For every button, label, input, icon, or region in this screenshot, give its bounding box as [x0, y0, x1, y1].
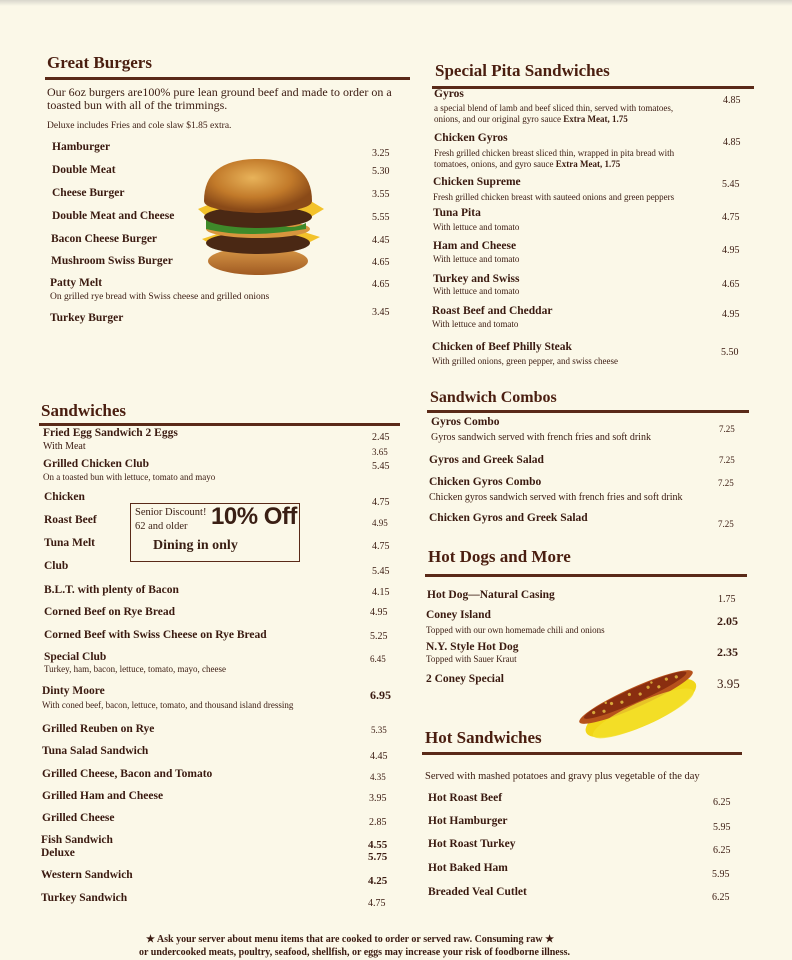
menu-item-desc: With lettuce and tomato — [433, 286, 520, 296]
menu-item-desc: With lettuce and tomato — [433, 222, 520, 232]
menu-item-name: Gyros and Greek Salad — [429, 454, 544, 466]
menu-item-price: 4.75 — [368, 898, 386, 909]
menu-item-name: Gyros — [434, 88, 464, 100]
menu-item-price: 4.15 — [372, 587, 390, 598]
sandwiches-rule — [39, 423, 400, 426]
menu-item-name: Chicken Gyros and Greek Salad — [429, 512, 588, 524]
menu-item-name: Cheese Burger — [52, 187, 125, 199]
menu-item-price: 3.25 — [372, 148, 390, 159]
menu-item-price: 4.25 — [368, 875, 388, 887]
menu-item-desc: Topped with our own homemade chili and onions — [426, 625, 605, 635]
menu-item-price: 5.45 — [722, 179, 740, 190]
burgers-intro-2: toasted bun with all of the trimmings. — [47, 98, 228, 112]
menu-item-price: 5.35 — [371, 725, 387, 735]
burgers-intro-1: Our 6oz burgers are100% pure lean ground beef and made to order on a — [47, 85, 392, 99]
menu-item-desc-text: onions, and our original gyro sauce — [434, 114, 564, 124]
pita-rule — [432, 86, 754, 89]
menu-item-price: 5.45 — [372, 461, 390, 472]
menu-item-name: Chicken — [44, 491, 85, 503]
menu-item-price: 6.25 — [712, 892, 730, 903]
menu-item-price: 5.55 — [372, 212, 390, 223]
menu-item-name: Coney Island — [426, 609, 491, 621]
menu-item-name: Turkey Burger — [50, 312, 124, 324]
menu-item-name: Hot Hamburger — [428, 815, 508, 827]
menu-item-price: 4.95 — [370, 607, 388, 618]
menu-item-desc: With lettuce and tomato — [432, 319, 519, 329]
menu-item-name: Turkey Sandwich — [41, 892, 128, 904]
menu-item-name: Deluxe — [41, 847, 75, 859]
menu-item-name: Grilled Cheese, Bacon and Tomato — [42, 768, 213, 780]
burgers-title: Great Burgers — [47, 53, 152, 72]
burgers-rule — [45, 77, 410, 80]
menu-item-desc-text: tomatoes, onions, and gyro sauce — [434, 159, 556, 169]
senior-discount-label: Senior Discount! — [135, 507, 207, 518]
menu-item-name: Roast Beef and Cheddar — [432, 305, 553, 317]
menu-item-name: Double Meat and Cheese — [52, 210, 175, 222]
menu-item-desc: With lettuce and tomato — [433, 254, 520, 264]
menu-item-price: 5.50 — [721, 347, 739, 358]
menu-item-price: 2.45 — [372, 432, 390, 443]
menu-item-price: 3.95 — [369, 793, 387, 804]
senior-discount-box — [130, 503, 300, 562]
menu-item-price: 7.25 — [718, 519, 734, 529]
menu-item-desc: With coned beef, bacon, lettuce, tomato, and thousand island dressing — [42, 700, 294, 710]
extra-meat-note: Extra Meat, 1.75 — [563, 114, 628, 124]
menu-item-price: 7.25 — [718, 478, 734, 488]
menu-item-name: Fried Egg Sandwich 2 Eggs — [43, 427, 178, 439]
food-safety-notice-line2: or undercooked meats, poultry, seafood, shellfish, or eggs may increase your risk of foodborne illness. — [139, 947, 571, 958]
menu-item-price: 6.95 — [370, 688, 391, 702]
hotdog-image — [571, 645, 701, 747]
menu-item-price: 4.75 — [372, 541, 390, 552]
menu-item-name: Grilled Ham and Cheese — [42, 790, 164, 802]
menu-item-price: 4.65 — [372, 257, 390, 268]
menu-item-price: 4.85 — [723, 95, 741, 106]
menu-item-name: Patty Melt — [50, 277, 103, 289]
hotdogs-rule — [425, 574, 747, 577]
menu-item-desc: Chicken gyros sandwich served with french fries and soft drink — [429, 492, 683, 503]
menu-item-name: Breaded Veal Cutlet — [428, 886, 527, 898]
menu-item-price: 3.55 — [372, 189, 390, 200]
hamburger-image — [192, 155, 326, 281]
menu-item-desc: With grilled onions, green pepper, and swiss cheese — [432, 356, 618, 366]
menu-item-name: Chicken Gyros — [434, 132, 508, 144]
menu-item-desc — [434, 114, 628, 125]
menu-item-price: 6.25 — [713, 845, 731, 856]
senior-age-label: 62 and older — [135, 521, 188, 532]
dining-in-only: Dining in only — [153, 538, 238, 553]
menu-item-name: Tuna Salad Sandwich — [42, 745, 149, 757]
extra-meat-note: Extra Meat, 1.75 — [555, 159, 621, 169]
menu-item-price: 4.65 — [372, 279, 390, 290]
menu-item-desc: Turkey, ham, bacon, lettuce, tomato, mayo, cheese — [44, 664, 227, 674]
menu-item-name: Dinty Moore — [42, 685, 105, 697]
menu-item-desc — [434, 159, 620, 170]
menu-item-price: 5.30 — [372, 166, 390, 177]
menu-item-name: Hot Baked Ham — [428, 862, 508, 874]
menu-item-desc: Fresh grilled chicken breast with sauteed onions and green peppers — [433, 192, 675, 202]
menu-item-name: Hot Dog—Natural Casing — [427, 589, 555, 601]
menu-item-desc: Gyros sandwich served with french fries and soft drink — [431, 432, 651, 443]
menu-item-name: Tuna Melt — [44, 537, 96, 549]
menu-item-name: Mushroom Swiss Burger — [51, 255, 173, 267]
menu-item-desc: On a toasted bun with lettuce, tomato and mayo — [43, 472, 216, 482]
menu-item-price: 4.95 — [372, 518, 388, 528]
menu-item-name: Hot Roast Beef — [428, 792, 503, 804]
hotsand-rule — [422, 752, 742, 755]
menu-item-name: Western Sandwich — [41, 869, 133, 881]
menu-item-name: Corned Beef with Swiss Cheese on Rye Bread — [44, 629, 267, 641]
burgers-deluxe-note: Deluxe includes Fries and cole slaw $1.85 extra. — [47, 121, 232, 131]
menu-item-name: Ham and Cheese — [433, 240, 517, 252]
menu-item-price: 5.95 — [712, 869, 730, 880]
menu-item-price: 4.45 — [372, 235, 390, 246]
menu-item-price: 3.65 — [372, 447, 388, 457]
hotdogs-title: Hot Dogs and More — [428, 547, 571, 566]
senior-percent-off: 10% Off — [211, 503, 297, 530]
menu-item-price: 4.95 — [722, 245, 740, 256]
menu-item-price: 3.45 — [372, 307, 390, 318]
menu-item-name: Turkey and Swiss — [433, 273, 520, 285]
menu-item-name: Grilled Cheese — [42, 812, 115, 824]
menu-item-price: 6.25 — [713, 797, 731, 808]
menu-item-price: 4.45 — [370, 751, 388, 762]
menu-item-name: Gyros Combo — [431, 416, 500, 428]
menu-item-price: 3.95 — [717, 676, 740, 691]
menu-item-name: B.L.T. with plenty of Bacon — [44, 584, 179, 596]
menu-item-price: 5.95 — [713, 822, 731, 833]
menu-item-price: 4.55 — [368, 839, 388, 851]
menu-item-price: 5.45 — [372, 566, 390, 577]
scan-edge — [0, 0, 792, 6]
menu-item-price: 2.85 — [369, 817, 387, 828]
menu-item-desc: Topped with Sauer Kraut — [426, 654, 517, 664]
menu-item-name: Chicken Gyros Combo — [429, 476, 542, 488]
menu-item-price: 7.25 — [719, 424, 735, 434]
menu-item-name: Chicken of Beef Philly Steak — [432, 341, 572, 353]
menu-item-name: Double Meat — [52, 164, 116, 176]
combos-rule — [427, 410, 749, 413]
menu-item-name: Grilled Chicken Club — [43, 458, 150, 470]
menu-item-price: 4.75 — [722, 212, 740, 223]
menu-item-desc: a special blend of lamb and beef sliced thin, served with tomatoes, — [434, 103, 674, 113]
menu-item-name: Roast Beef — [44, 514, 97, 526]
menu-item-price: 4.95 — [722, 309, 740, 320]
menu-item-name: With Meat — [43, 441, 86, 452]
combos-title: Sandwich Combos — [430, 389, 557, 406]
hotsand-intro: Served with mashed potatoes and gravy plus vegetable of the day — [425, 771, 700, 782]
menu-item-name: Chicken Supreme — [433, 176, 521, 188]
menu-item-name: Hamburger — [52, 141, 111, 153]
menu-item-price: 2.05 — [717, 614, 738, 628]
menu-item-price: 1.75 — [718, 594, 736, 605]
menu-item-desc: Fresh grilled chicken breast sliced thin, wrapped in pita bread with — [434, 148, 675, 158]
menu-item-name: Grilled Reuben on Rye — [42, 723, 155, 735]
menu-item-name: N.Y. Style Hot Dog — [426, 641, 519, 653]
menu-item-name: Club — [44, 560, 69, 572]
food-safety-notice-line1: ★ Ask your server about menu items that are cooked to order or served raw. Consuming raw ★ — [146, 934, 555, 945]
menu-item-desc: On grilled rye bread with Swiss cheese and grilled onions — [50, 292, 270, 302]
menu-item-price: 5.75 — [368, 851, 388, 863]
menu-item-price: 7.25 — [719, 455, 735, 465]
hotsand-title: Hot Sandwiches — [425, 728, 542, 747]
menu-item-name: Bacon Cheese Burger — [51, 233, 158, 245]
menu-item-name: 2 Coney Special — [426, 673, 504, 685]
menu-item-price: 4.65 — [722, 279, 740, 290]
menu-item-price: 4.75 — [372, 497, 390, 508]
menu-item-name: Special Club — [44, 651, 107, 663]
menu-item-price: 2.35 — [717, 645, 738, 659]
menu-item-name: Fish Sandwich — [41, 834, 113, 846]
menu-item-price: 4.35 — [370, 772, 386, 782]
menu-item-name: Hot Roast Turkey — [428, 838, 516, 850]
menu-item-price: 4.85 — [723, 137, 741, 148]
menu-item-name: Corned Beef on Rye Bread — [44, 606, 175, 618]
menu-item-name: Tuna Pita — [433, 207, 481, 219]
pita-title: Special Pita Sandwiches — [435, 61, 610, 80]
menu-item-price: 5.25 — [370, 631, 388, 642]
sandwiches-title: Sandwiches — [41, 401, 127, 420]
menu-item-price: 6.45 — [370, 654, 386, 664]
